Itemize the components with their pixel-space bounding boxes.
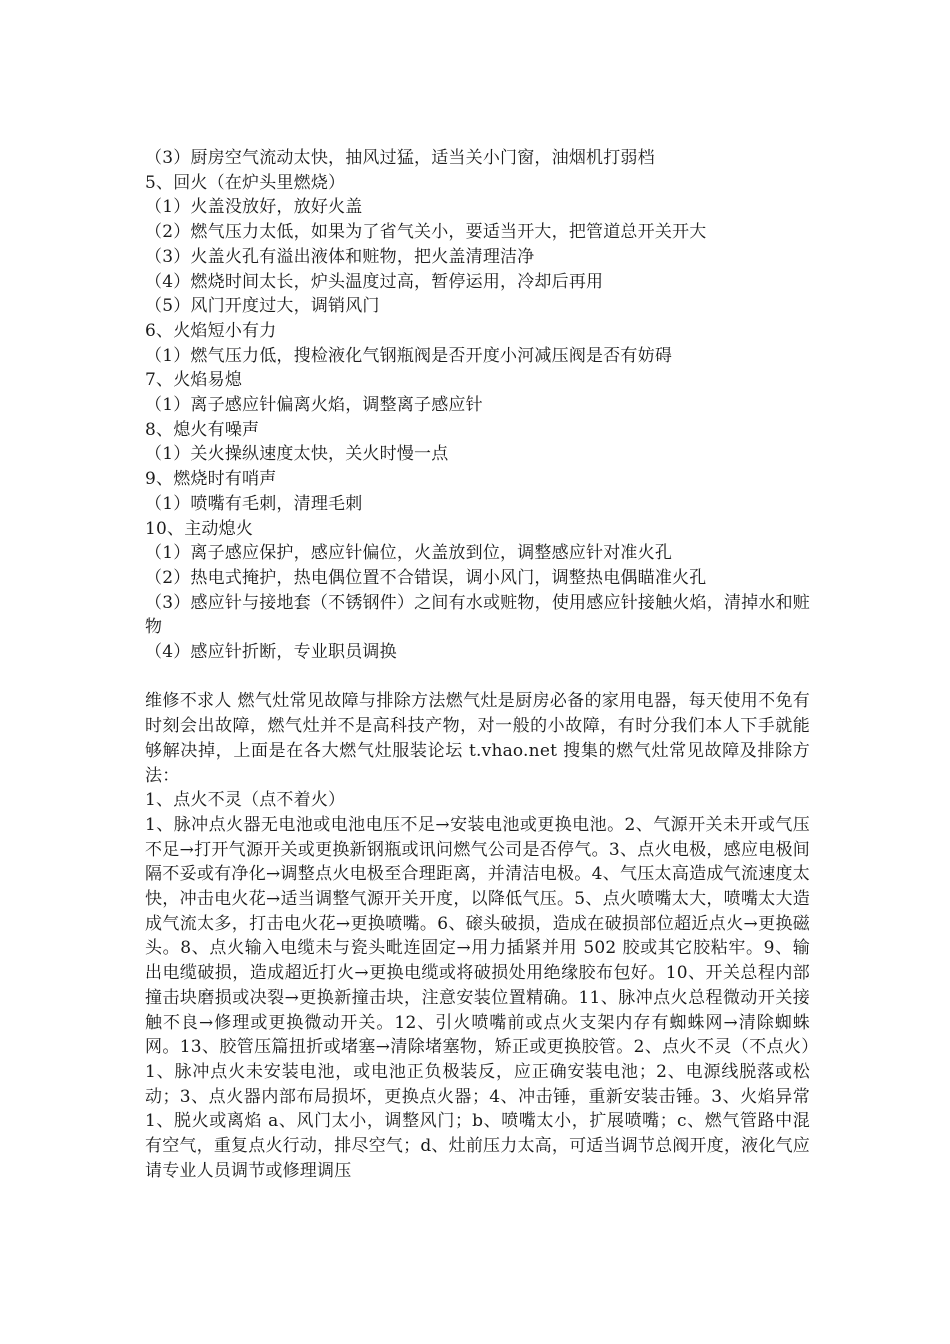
list-item: （3）火盖火孔有溢出液体和赃物，把火盖清理洁净	[145, 246, 535, 267]
section-heading: 8、熄火有噪声	[145, 419, 260, 440]
section-heading: 1、点火不灵（点不着火）	[145, 790, 346, 811]
list-item: （1）燃气压力低，搜检液化气钢瓶阀是否开度小河减压阀是否有妨碍	[145, 345, 673, 366]
section-heading: 9、燃烧时有哨声	[145, 469, 277, 490]
list-item: （1）喷嘴有毛刺，清理毛刺	[145, 493, 363, 514]
list-item: （1）火盖没放好，放好火盖	[145, 197, 363, 218]
body-paragraph: 1、脉冲点火器无电池或电池电压不足→安装电池或更换电池。2、气源开关未开或气压不足→打开气源开关或更换新钢瓶或讯问燃气公司是否停气。3、点火电极，感应电极间隔不妥或有净化→调整点火电极至合理距离，并清洁电极。4、气压太高造成气流速度太快，冲击电火花→适当调整气源开关开度，以降低气压。5、点火喷嘴太大，喷嘴太大造成气流太多，打击电火花→更换喷嘴。6、磙头破损，造成在破损部位超近点火→更换磁头。8、点火输入电缆未与瓷头毗连固定→用力插紧并用 502 胶或其它胶粘牢。9、输出电缆破损，造成超近打火→更换电缆或将破损处用绝缘胶布包好。10、开关总程内部撞击块磨损或决裂→更换新撞击块，注意安装位置精确。11、脉冲点火总程微动开关接触不良→修理或更换微动开关。12、引火喷嘴前或点火支架内存有蜘蛛网→清除蜘蛛网。13、胶管压篇扭折或堵塞→清除堵塞物，矫正或更换胶管。2、点火不灵（不点火）1、脉冲点火未安装电池，或电池正负极装反，应正确安装电池；2、电源线脱落或松动；3、点火器内部布局损坏，更换点火器；4、冲击锤，重新安装击锤。3、火焰异常 1、脱火或离焰 a、风门太小，调整风门；b、喷嘴太小，扩展喷嘴；c、燃气管路中混有空气，重复点火行动，排尽空气；d、灶前压力太高，可适当调节总阀开度，液化气应请专业人员调节或修理调压	[145, 814, 810, 1181]
list-item: （1）离子感应针偏离火焰，调整离子感应针	[145, 395, 483, 416]
section-heading: 7、火焰易熄	[145, 370, 243, 391]
list-item: （3）厨房空气流动太快，抽风过猛，适当关小门窗，油烟机打弱档	[145, 148, 655, 168]
document-body	[145, 146, 810, 1184]
list-item: （2）燃气压力太低，如果为了省气关小，要适当开大，把管道总开关开大	[145, 222, 707, 243]
list-item: （4）感应针折断，专业职员调换	[145, 642, 397, 663]
list-item: （1）关火操纵速度太快，关火时慢一点	[145, 444, 449, 465]
list-item-wrapped: （3）感应针与接地套（不锈钢件）之间有水或赃物，使用感应针接触火焰，清掉水和赃物	[145, 592, 810, 638]
intro-paragraph: 维修不求人 燃气灶常见故障与排除方法燃气灶是厨房必备的家用电器，每天使用不免有时刻会出故障，燃气灶并不是高科技产物，对一般的小故障，有时分我们本人下手就能够解决掉，上面是在各大燃气灶服装论坛 t.vhao.net 搜集的燃气灶常见故障及排除方法：	[145, 691, 810, 786]
paragraph-spacer	[145, 665, 810, 690]
list-item: （5）风门开度过大，调销风门	[145, 296, 380, 317]
section-heading: 5、回火（在炉头里燃烧）	[145, 172, 346, 193]
section-heading: 10、主动熄火	[145, 518, 254, 539]
list-item: （1）离子感应保护，感应针偏位，火盖放到位，调整感应针对准火孔	[145, 543, 673, 564]
section-heading: 6、火焰短小有力	[145, 320, 277, 341]
list-item: （2）热电式掩护，热电偶位置不合错误，调小风门，调整热电偶瞄准火孔	[145, 567, 707, 588]
list-item: （4）燃烧时间太长，炉头温度过高，暂停运用，冷却后再用	[145, 271, 604, 292]
